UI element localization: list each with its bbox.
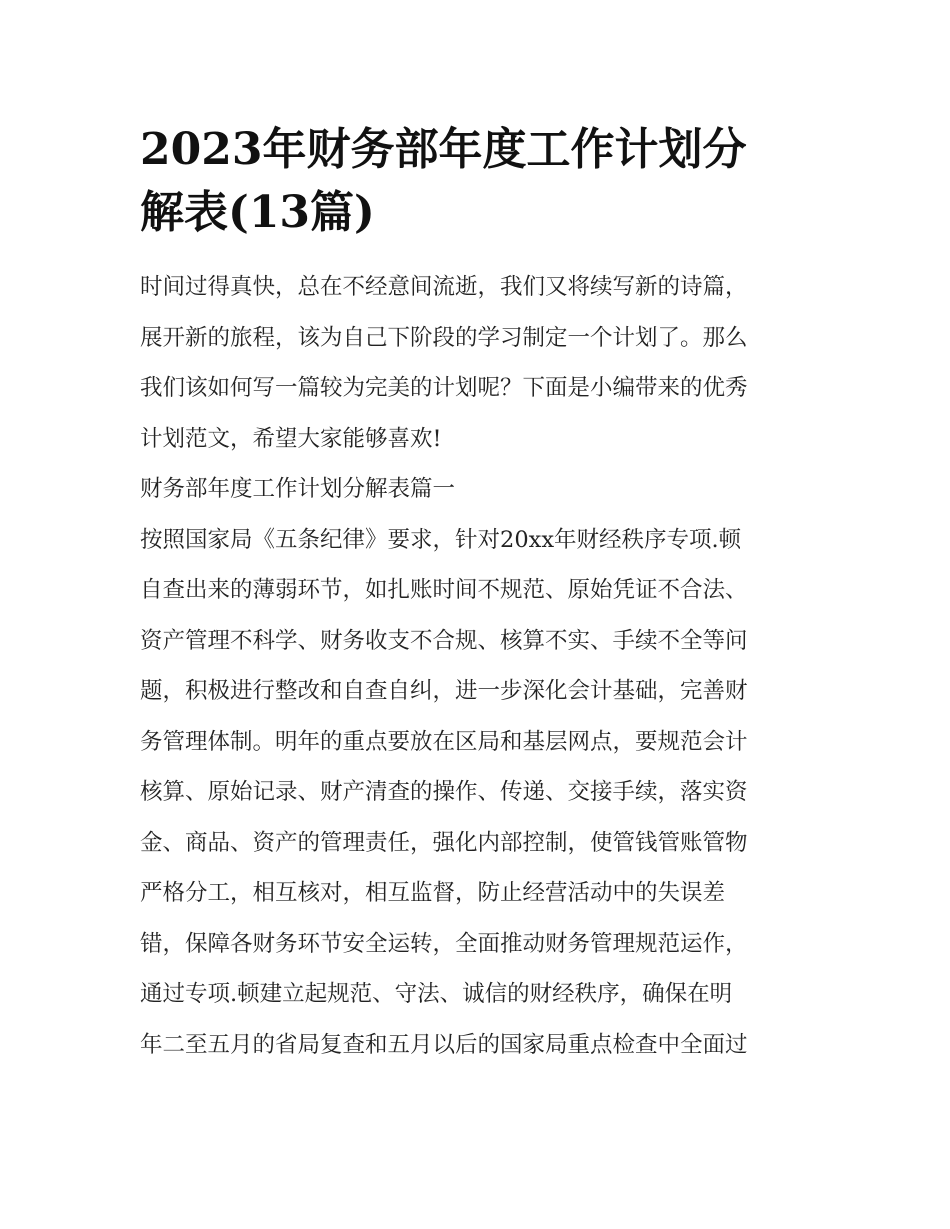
- body-paragraph: [140, 515, 820, 1071]
- intro-paragraph: [140, 262, 820, 464]
- body-line: 按照国家局《五条纪律》要求，针对20xx年财经秩序专项.顿: [140, 526, 742, 553]
- title-line: 2023年财务部年度工作计划分: [140, 124, 747, 175]
- section-heading: 财务部年度工作计划分解表篇一: [140, 476, 456, 502]
- intro-line: 计划范文，希望大家能够喜欢!: [140, 425, 442, 452]
- body-line: 务管理体制。明年的重点要放在区局和基层网点，要规范会计: [140, 728, 748, 755]
- body-line: 金、商品、资产的管理责任，强化内部控制，使管钱管账管物: [140, 829, 748, 856]
- body-line: 严格分工，相互核对，相互监督，防止经营活动中的失误差: [140, 880, 726, 906]
- body-line: 资产管理不科学、财务收支不合规、核算不实、手续不全等问: [140, 627, 748, 654]
- body-line: 通过专项.顿建立起规范、守法、诚信的财经秩序，确保在明: [140, 981, 733, 1007]
- title-line: 解表(13篇): [140, 187, 375, 238]
- intro-line: 展开新的旅程，该为自己下阶段的学习制定一个计划了。那么: [140, 324, 748, 351]
- body-line: 自查出来的薄弱环节，如扎账时间不规范、原始凭证不合法、: [140, 577, 748, 603]
- body-line: 错，保障各财务环节安全运转，全面推动财务管理规范运作，: [140, 930, 748, 957]
- document-content: [140, 118, 820, 1070]
- body-line: 年二至五月的省局复查和五月以后的国家局重点检查中全面过: [140, 1031, 748, 1058]
- document-title: [140, 118, 820, 244]
- intro-line: 我们该如何写一篇较为完美的计划呢？下面是小编带来的优秀: [140, 375, 748, 401]
- body-line: 题，积极进行整改和自查自纠，进一步深化会计基础，完善财: [140, 678, 748, 704]
- body-line: 核算、原始记录、财产清查的操作、传递、交接手续，落实资: [140, 779, 748, 805]
- intro-line: 时间过得真快，总在不经意间流逝，我们又将续写新的诗篇，: [140, 274, 748, 300]
